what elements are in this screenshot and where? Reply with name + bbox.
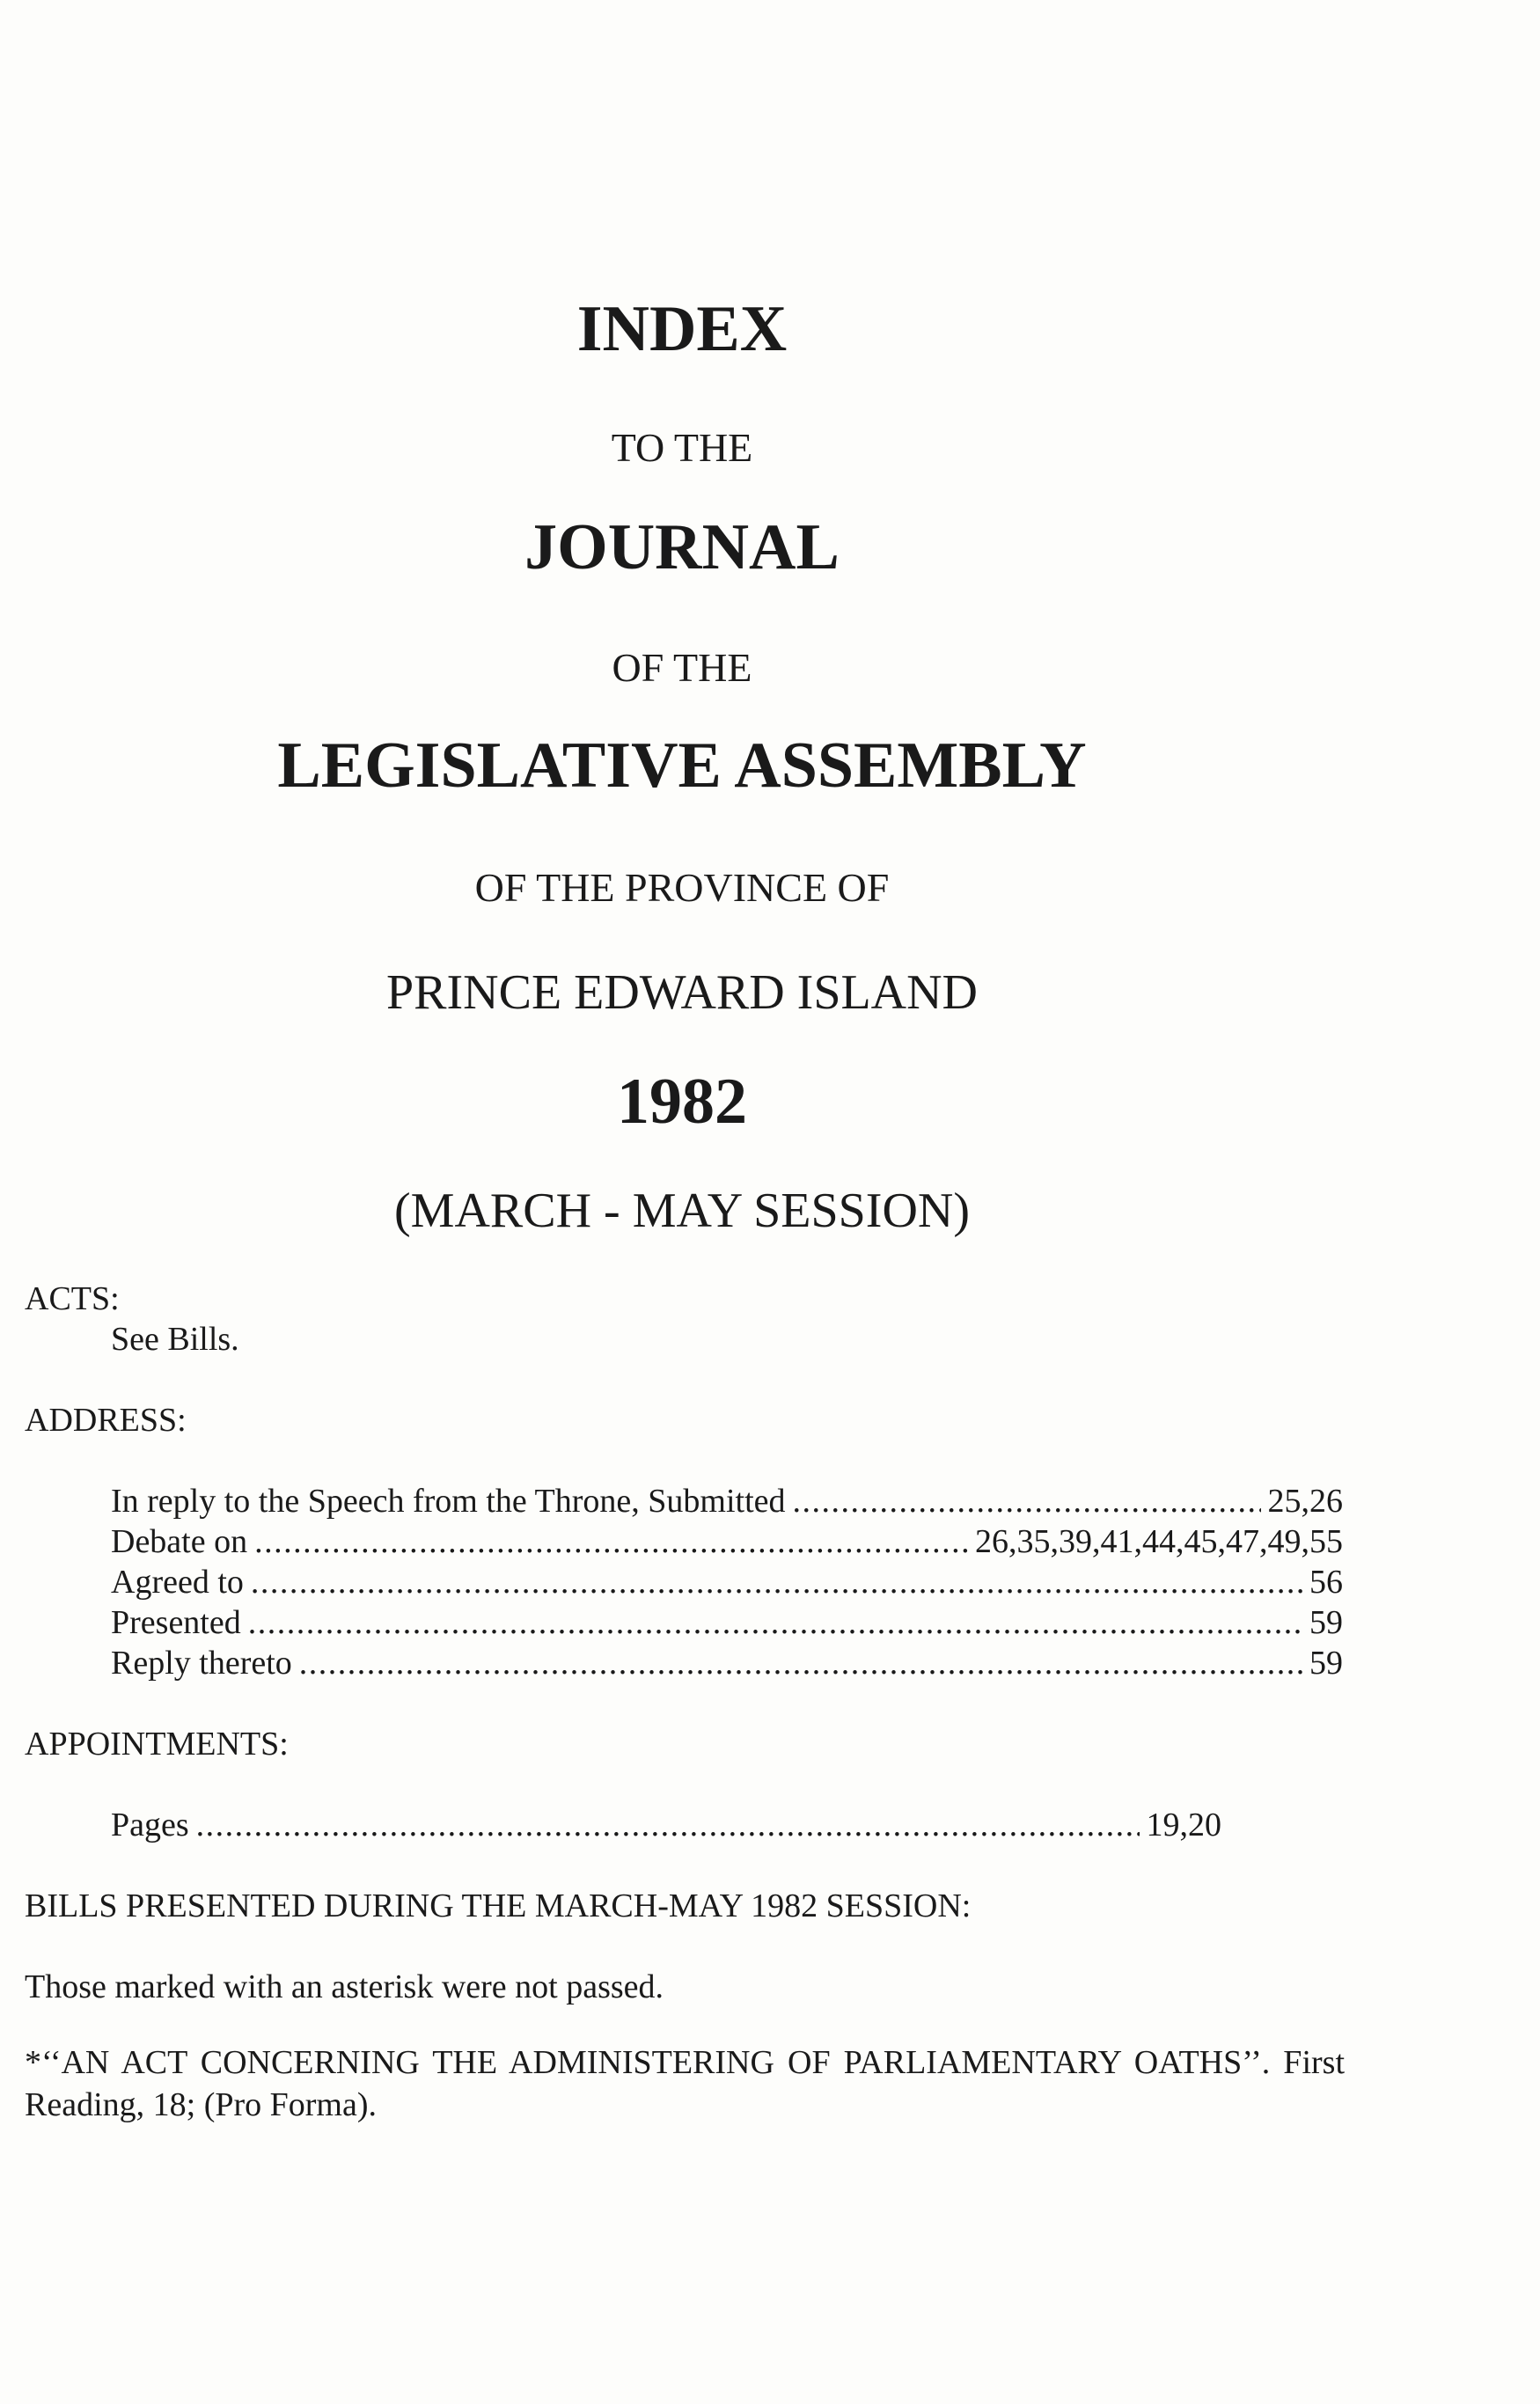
dot-leader (196, 1806, 1140, 1844)
dot-leader (248, 1603, 1302, 1642)
entry-label: Debate on (111, 1523, 248, 1560)
bill-entry: *‘‘AN ACT CONCERNING THE ADMINISTERING OF PARLIAMENTARY OATHS’’. First Reading, 18; (Pro Forma). (25, 2044, 1345, 2123)
index-entry (111, 1522, 1343, 1563)
title-of-the-province: OF THE PROVINCE OF (474, 865, 890, 910)
acts-see-bills: See Bills. (111, 1321, 239, 1358)
index-entry (111, 1806, 1221, 1846)
entry-pages: 56 (1309, 1564, 1343, 1601)
entry-label: In reply to the Speech from the Throne, Submitted (111, 1483, 786, 1520)
entry-label: Reply thereto (111, 1645, 292, 1682)
address-heading: ADDRESS: (25, 1402, 187, 1439)
title-index: INDEX (576, 293, 788, 365)
bills-heading: BILLS PRESENTED DURING THE MARCH-MAY 1982 SESSION: (25, 1887, 972, 1924)
dot-leader (793, 1482, 1261, 1521)
title-legislative-assembly: LEGISLATIVE ASSEMBLY (277, 729, 1087, 802)
bills-note: Those marked with an asterisk were not passed. (25, 1968, 664, 2005)
dot-leader (251, 1563, 1302, 1601)
dot-leader (299, 1644, 1302, 1682)
index-entry (111, 1644, 1343, 1684)
entry-pages: 26,35,39,41,44,45,47,49,55 (975, 1523, 1343, 1560)
entry-pages: 59 (1309, 1645, 1343, 1682)
index-entry (111, 1603, 1343, 1644)
title-journal: JOURNAL (524, 511, 840, 583)
appointments-heading: APPOINTMENTS: (25, 1726, 289, 1763)
entry-pages: 59 (1309, 1604, 1343, 1641)
entry-pages: 19,20 (1146, 1807, 1221, 1843)
acts-heading: ACTS: (25, 1280, 120, 1317)
entry-label: Pages (111, 1807, 189, 1843)
title-to-the: TO THE (611, 425, 753, 470)
dot-leader (254, 1522, 968, 1561)
title-year: 1982 (617, 1066, 747, 1138)
title-session: (MARCH - MAY SESSION) (394, 1184, 970, 1238)
index-entry (111, 1482, 1343, 1522)
entry-label: Agreed to (111, 1564, 244, 1601)
entry-pages: 25,26 (1267, 1483, 1343, 1520)
entry-label: Presented (111, 1604, 241, 1641)
title-of-the: OF THE (612, 645, 752, 690)
title-province-name: PRINCE EDWARD ISLAND (386, 965, 978, 1020)
index-entry (111, 1563, 1343, 1603)
